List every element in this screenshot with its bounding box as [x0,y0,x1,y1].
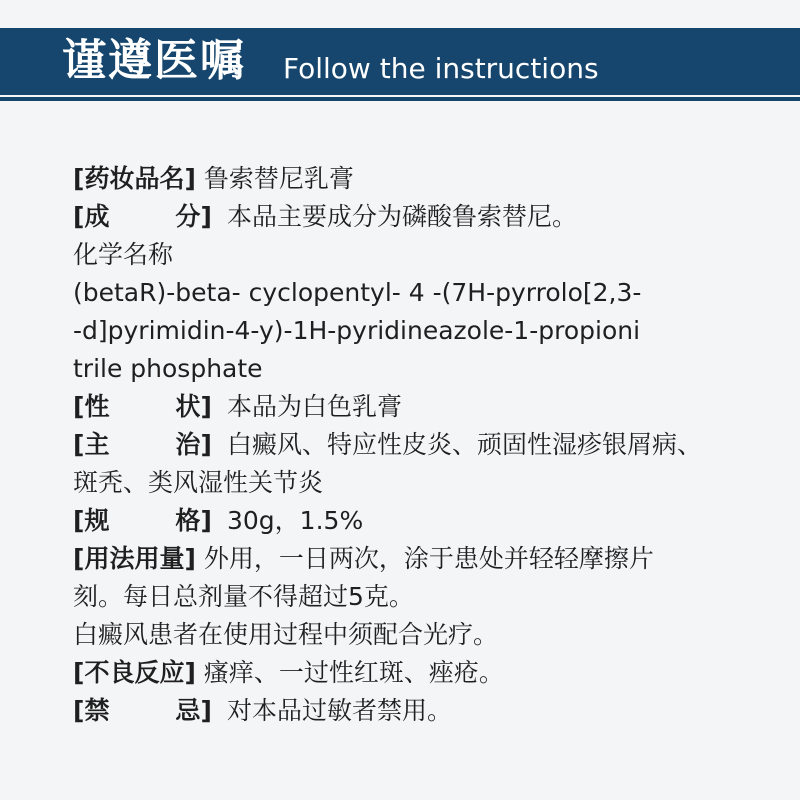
instructions-body [73,160,773,730]
label-contraindication: [ 禁 忌 ] [73,696,212,725]
label-indication: [ 主 治 ] [73,430,212,459]
value-product-name: 鲁索替尼乳膏 [203,164,354,193]
value-ingredient: 本品主要成分为磷酸鲁索替尼。 [227,202,578,231]
field-product-name [73,160,773,198]
label-spec: [ 规 格 ] [73,506,212,535]
value-indication-cont: 斑秃、类风湿性关节炎 [73,468,324,497]
value-spec: 30g，1.5% [227,506,364,535]
chemical-name-line: -d]pyrimidin-4-y)-1H-pyridineazole-1-propioni [73,316,641,345]
label-product-name: [药妆品名] [73,164,196,193]
label-appearance: [ 性 状 ] [73,392,212,421]
label-adverse-reactions: [不良反应] [73,658,196,687]
label-usage: [用法用量] [73,544,196,573]
chemical-name-line: (betaR)-beta- cyclopentyl- 4 -(7H-pyrrolo[2,3- [73,278,642,307]
value-adverse-reactions: 瘙痒、一过性红斑、痤疮。 [203,658,504,687]
value-indication: 白癜风、特应性皮炎、顽固性湿疹银屑病、 [227,430,703,459]
value-usage: 外用，一日两次，涂于患处并轻轻摩擦片 [203,544,654,573]
field-spec [73,502,773,540]
value-appearance: 本品为白色乳膏 [227,392,403,421]
field-indication [73,426,773,464]
label-ingredient: [ 成 分 ] [73,202,212,231]
value-contraindication: 对本品过敏者禁用。 [227,696,453,725]
field-adverse-reactions [73,654,773,692]
field-contraindication [73,692,773,730]
field-usage [73,540,773,578]
header-underline [0,97,800,101]
field-ingredient [73,198,773,236]
value-usage-cont: 刻。每日总剂量不得超过5克。 [73,582,414,611]
header-title-en: Follow the instructions [283,52,599,85]
chemical-name-title: 化学名称 [73,240,174,269]
usage-note: 白癜风患者在使用过程中须配合光疗。 [73,620,499,649]
header-title-cn: 谨遵医嘱 [62,35,246,86]
field-appearance [73,388,773,426]
chemical-name-line: trile phosphate [73,354,263,383]
